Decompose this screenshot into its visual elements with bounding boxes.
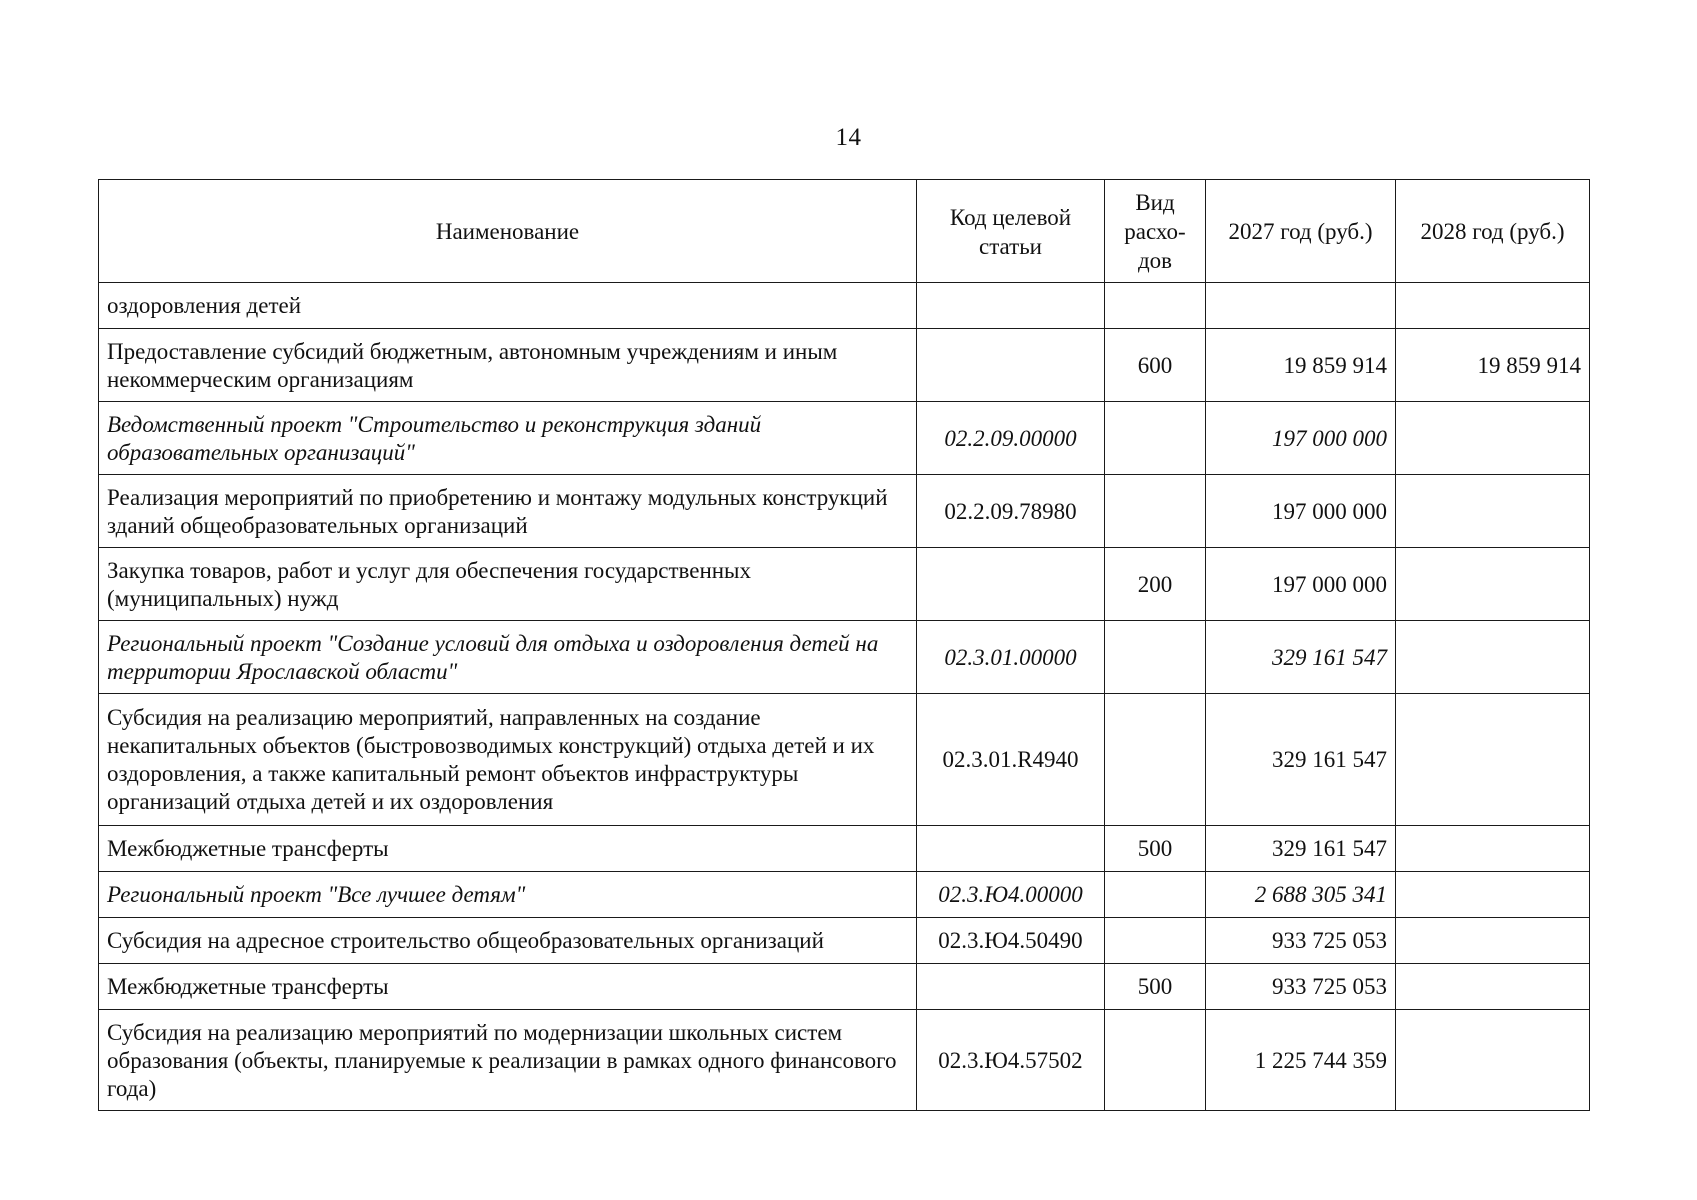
row-amount-2027: 197 000 000	[1206, 475, 1396, 548]
row-amount-2027: 329 161 547	[1206, 621, 1396, 694]
row-code: 02.2.09.78980	[917, 475, 1105, 548]
row-type	[1105, 872, 1206, 918]
table-row	[99, 475, 1590, 548]
header-type: Вид расхо-дов	[1105, 180, 1206, 283]
row-amount-2027: 2 688 305 341	[1206, 872, 1396, 918]
row-code: 02.3.01.R4940	[917, 694, 1105, 826]
table-row	[99, 329, 1590, 402]
table-row	[99, 694, 1590, 826]
row-name: Реализация мероприятий по приобретению и монтажу модульных конструкций зданий общеобразовательных организаций	[99, 475, 917, 548]
table-row	[99, 621, 1590, 694]
row-amount-2027: 1 225 744 359	[1206, 1010, 1396, 1111]
row-amount-2028	[1396, 1010, 1590, 1111]
row-type	[1105, 918, 1206, 964]
row-code	[917, 548, 1105, 621]
row-amount-2028	[1396, 475, 1590, 548]
row-type: 600	[1105, 329, 1206, 402]
row-name: Межбюджетные трансферты	[99, 826, 917, 872]
row-amount-2027: 329 161 547	[1206, 826, 1396, 872]
row-amount-2027: 197 000 000	[1206, 548, 1396, 621]
row-amount-2027: 933 725 053	[1206, 918, 1396, 964]
row-type	[1105, 621, 1206, 694]
row-type	[1105, 475, 1206, 548]
row-type	[1105, 283, 1206, 329]
row-amount-2028	[1396, 964, 1590, 1010]
row-name: Региональный проект "Все лучшее детям"	[99, 872, 917, 918]
row-amount-2028	[1396, 694, 1590, 826]
row-code	[917, 964, 1105, 1010]
table-row	[99, 283, 1590, 329]
row-type: 200	[1105, 548, 1206, 621]
row-name: Региональный проект "Создание условий для отдыха и оздоровления детей на территории Ярославской области"	[99, 621, 917, 694]
row-type	[1105, 402, 1206, 475]
row-code: 02.2.09.00000	[917, 402, 1105, 475]
row-amount-2027: 329 161 547	[1206, 694, 1396, 826]
row-amount-2028	[1396, 826, 1590, 872]
table-row	[99, 402, 1590, 475]
budget-table	[98, 179, 1590, 1111]
row-amount-2028	[1396, 621, 1590, 694]
row-amount-2028	[1396, 283, 1590, 329]
row-amount-2028	[1396, 402, 1590, 475]
page-number: 14	[835, 124, 862, 151]
header-name: Наименование	[99, 180, 917, 283]
table-header-row	[99, 180, 1590, 283]
row-code: 02.3.Ю4.00000	[917, 872, 1105, 918]
row-type: 500	[1105, 826, 1206, 872]
row-name: Межбюджетные трансферты	[99, 964, 917, 1010]
row-type: 500	[1105, 964, 1206, 1010]
row-amount-2027: 197 000 000	[1206, 402, 1396, 475]
row-amount-2028	[1396, 918, 1590, 964]
header-code: Код целевой статьи	[917, 180, 1105, 283]
row-name: Субсидия на реализацию мероприятий, направленных на создание некапитальных объектов (быстровозводимых конструкций) отдыха детей и их оздоровления, а также капитальный ремонт объектов инфраструктуры организаций отдыха детей и их оздоровления	[99, 694, 917, 826]
header-year-2028: 2028 год (руб.)	[1396, 180, 1590, 283]
row-amount-2028	[1396, 548, 1590, 621]
table-row	[99, 872, 1590, 918]
table-row	[99, 1010, 1590, 1111]
row-amount-2027: 19 859 914	[1206, 329, 1396, 402]
table-row	[99, 964, 1590, 1010]
row-code: 02.3.01.00000	[917, 621, 1105, 694]
row-code	[917, 283, 1105, 329]
row-type	[1105, 694, 1206, 826]
row-code	[917, 826, 1105, 872]
table-row	[99, 548, 1590, 621]
row-name: Закупка товаров, работ и услуг для обеспечения государственных (муниципальных) нужд	[99, 548, 917, 621]
row-name: оздоровления детей	[99, 283, 917, 329]
header-year-2027: 2027 год (руб.)	[1206, 180, 1396, 283]
row-name: Предоставление субсидий бюджетным, автономным учреждениям и иным некоммерческим организациям	[99, 329, 917, 402]
row-amount-2027	[1206, 283, 1396, 329]
row-amount-2028: 19 859 914	[1396, 329, 1590, 402]
row-name: Ведомственный проект "Строительство и реконструкция зданий образовательных организаций"	[99, 402, 917, 475]
row-name: Субсидия на адресное строительство общеобразовательных организаций	[99, 918, 917, 964]
row-name: Субсидия на реализацию мероприятий по модернизации школьных систем образования (объекты, планируемые к реализации в рамках одного финансового года)	[99, 1010, 917, 1111]
row-code: 02.3.Ю4.50490	[917, 918, 1105, 964]
row-amount-2027: 933 725 053	[1206, 964, 1396, 1010]
table-row	[99, 918, 1590, 964]
row-code: 02.3.Ю4.57502	[917, 1010, 1105, 1111]
row-type	[1105, 1010, 1206, 1111]
row-code	[917, 329, 1105, 402]
table-row	[99, 826, 1590, 872]
row-amount-2028	[1396, 872, 1590, 918]
